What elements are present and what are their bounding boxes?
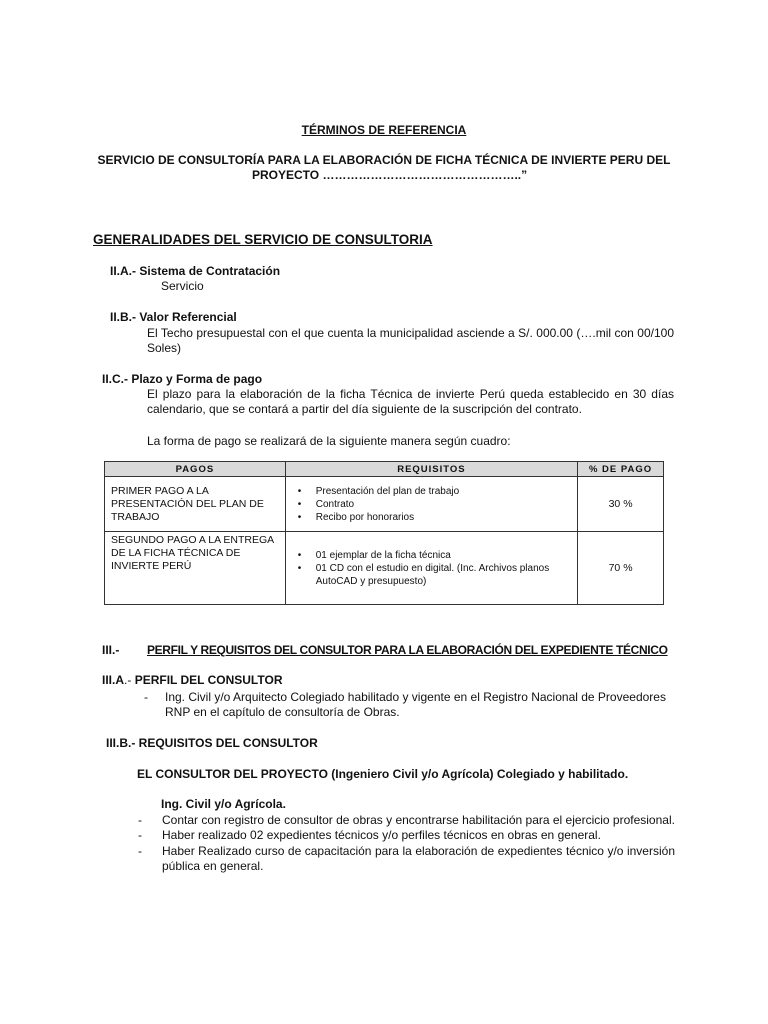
section-iiia-label <box>102 673 282 688</box>
section-iic-text2: La forma de pago se realizará de la siguiente manera según cuadro: <box>147 434 511 448</box>
table-cell-pago: PRIMER PAGO A LA PRESENTACIÓN DEL PLAN DE TRABAJO <box>105 477 286 532</box>
section-iiia-label-sep: .- <box>124 673 132 687</box>
section-iii-number: III.- <box>102 643 120 657</box>
section-iiia-label-prefix: III.A <box>102 673 125 687</box>
table-cell-requisitos <box>285 532 577 605</box>
section-iiia-label-rest: PERFIL DEL CONSULTOR <box>131 673 283 687</box>
table-cell-porcentaje: 30 % <box>578 477 664 532</box>
requirement-item: Haber Realizado curso de capacitación para la elaboración de expedientes técnico y/o inversión pública en general. <box>162 844 675 873</box>
section-iic-text: El plazo para la elaboración de la ficha Técnica de invierte Perú queda establecido en 30 días calendario, que se contará a partir del día siguiente de la suscripción del contrato. <box>147 387 674 416</box>
section-iib-text: El Techo presupuestal con el que cuenta la municipalidad asciende a S/. 000.00 (….mil con 00/100 Soles) <box>147 326 674 355</box>
payment-table <box>104 461 664 605</box>
list-item: • Presentación del plan de trabajo <box>292 485 571 498</box>
table-cell-pago: SEGUNDO PAGO A LA ENTREGA DE LA FICHA TÉCNICA DE INVIERTE PERÚ <box>105 532 286 605</box>
table-header-porcentaje: % DE PAGO <box>578 462 664 477</box>
section-iic-label: II.C.- Plazo y Forma de pago <box>102 372 263 386</box>
section-iia-text: Servicio <box>161 279 204 293</box>
table-header-row <box>105 462 664 477</box>
requirement-item: Haber realizado 02 expedientes técnicos y/o perfiles técnicos en obras en general. <box>162 828 601 842</box>
section-iii-heading: PERFIL Y REQUISITOS DEL CONSULTOR PARA LA ELABORACIÓN DEL EXPEDIENTE TÉCNICO <box>147 643 668 657</box>
section-iiib-label: III.B.- REQUISITOS DEL CONSULTOR <box>106 736 318 750</box>
requirement-item: Contar con registro de consultor de obras y encontrarse habilitación para el ejercicio profesional. <box>162 813 675 827</box>
list-item: • Recibo por honorarios <box>292 511 571 524</box>
table-cell-requisitos <box>285 477 577 532</box>
consultor-line: EL CONSULTOR DEL PROYECTO (Ingeniero Civil y/o Agrícola) Colegiado y habilitado. <box>137 767 629 781</box>
list-item: • 01 ejemplar de la ficha técnica <box>292 549 571 562</box>
list-item: • 01 CD con el estudio en digital. (Inc. Archivos planos AutoCAD y presupuesto) <box>292 562 571 588</box>
table-row <box>105 532 664 605</box>
section-iiia-item: Ing. Civil y/o Arquitecto Colegiado habilitado y vigente en el Registro Nacional de Proveedores RNP en el capítulo de consultoría de Obras. <box>165 690 666 719</box>
section-iia-label: II.A.- Sistema de Contratación <box>110 264 281 278</box>
list-item: • Contrato <box>292 498 571 511</box>
ing-heading: Ing. Civil y/o Agrícola. <box>161 797 286 811</box>
table-header-requisitos: REQUISITOS <box>285 462 577 477</box>
section-iib-label: II.B.- Valor Referencial <box>110 310 237 324</box>
document-subtitle-line2: PROYECTO …………………………………………..” <box>252 168 528 182</box>
table-cell-porcentaje: 70 % <box>578 532 664 605</box>
table-row <box>105 477 664 532</box>
document-subtitle-line1: SERVICIO DE CONSULTORÍA PARA LA ELABORACIÓN DE FICHA TÉCNICA DE INVIERTE PERU DEL <box>97 153 671 167</box>
document-title: TÉRMINOS DE REFERENCIA <box>301 123 467 137</box>
table-header-pagos: PAGOS <box>105 462 286 477</box>
section-generalidades-heading: GENERALIDADES DEL SERVICIO DE CONSULTORIA <box>93 232 433 247</box>
